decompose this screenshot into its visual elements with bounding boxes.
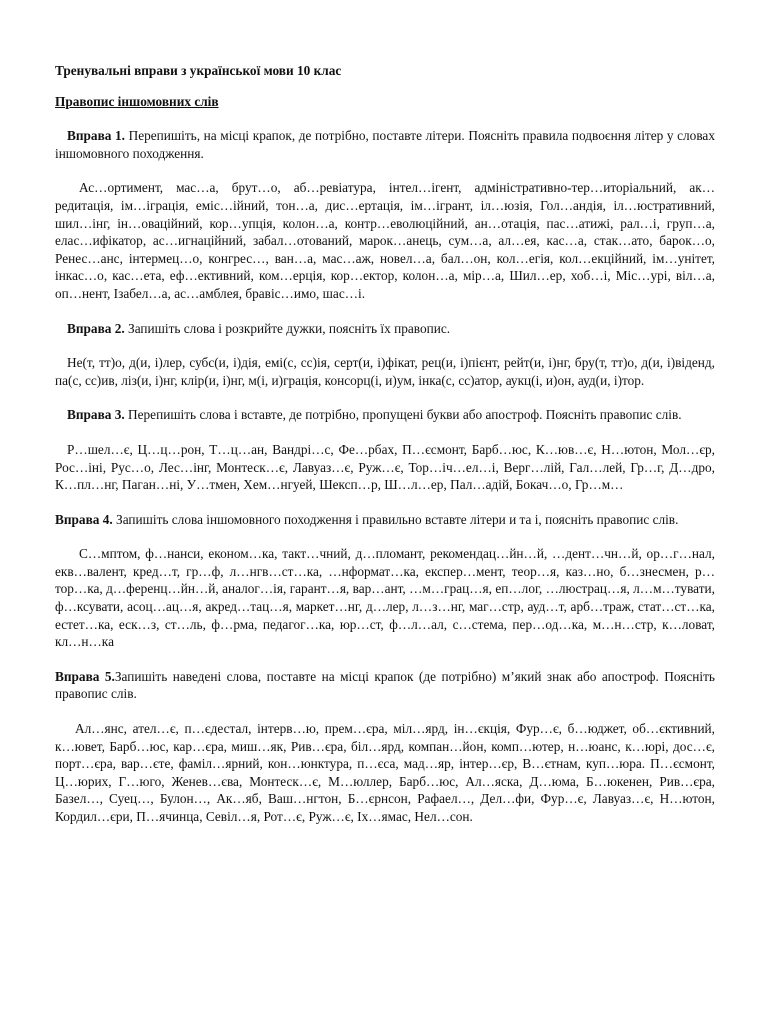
exercise-2-label: Вправа 2. xyxy=(67,320,125,336)
exercise-5-words: Ал…янс, ател…є, п…єдестал, інтерв…ю, прем…єра, міл…ярд, ін…єкція, Фур…є, б…юджет, об…єктивний, к…ювет, Барб…юс, кар…єра, миш…як, Рив…єра, біл…ярд, компан…йон, комп…ютер, н…юанс, к…юрі, дос…є, порт…єра, вар…єте, фаміл…ярний, кон…юнктура, п…єса, мад…яр, інтер…єр, В…єтнам, куп…юра. П…єсмонт, Ц…юрих, Г…юго, Женев…єва, Монтеск…є, М…юллер, Барб…юс, Ал…яска, Д…юма, Б…юкенен, Рив…єра, Базел…, Суец…, Булон…, Ак…яб, Ваш…нгтон, Б…єрнсон, Рафаел…, Дел…фи, Фур…є, Лавуаз…є, Н…ютон, Кордил…єри, П…ячинца, Севіл…я, Рот…є, Руж…є, Іх…ямас, Нел…сон. xyxy=(55,721,715,824)
document-page xyxy=(55,62,715,843)
exercise-2-words: Не(т, тт)о, д(и, і)лер, субс(и, і)дія, емі(с, сс)ія, серт(и, і)фікат, рец(и, і)пієнт, рейт(и, і)нг, бру(т, тт)о, д(и, і)віденд, па(с, сс)ив, ліз(и, і)нг, клір(и, і)нг, м(і, и)грація, консорц(і, и)ум, інка(с, сс)атор, аукц(і, и)он, ауд(и, і)тор. xyxy=(55,355,715,388)
exercise-2-task xyxy=(55,320,715,338)
exercise-4-task xyxy=(55,511,715,529)
exercise-1-words: Ас…ортимент, мас…а, брут…о, аб…ревіатура, інтел…ігент, адміністративно-тер…иторіальний, ак…редитація, ім…іграція, еміс…ійний, тон…а, дис…ертація, ім…ігрант, іл…юзія, Гол…андія, іл…юстративний, шил…інг, ін…оваційний, кор…упція, колон…а, контр…еволюційний, ан…отація, пас…атижі, рал…і, груп…а, елас…ифікатор, ас…игнаційний, забал…отований, марок…анець, сум…а, ал…ея, кас…а, стак…ато, барок…о, Ренес…анс, інтермец…о, конгрес…, ван…а, мас…аж, новел…а, бал…он, кол…егія, кол…екційний, ім…унітет, інкас…о, кас…ета, еф…ективний, ком…ерція, кор…ектор, колон…а, мір…а, Шил…ер, хоб…і, Міс…урі, віл…а, оп…нент, Ізабел…а, ас…амблея, бравіс…имо, шас…і. xyxy=(55,180,715,301)
exercise-3-label: Вправа 3. xyxy=(67,407,125,423)
exercise-4-instruction: Запишіть слова іншомовного походження і правильно вставте літери и та і, поясніть правопис слів. xyxy=(112,511,679,527)
exercise-1-task xyxy=(55,127,715,162)
exercise-1-label: Вправа 1. xyxy=(67,128,125,144)
exercise-5-task xyxy=(55,668,715,703)
section-title: Правопис іншомовних слів xyxy=(55,93,219,109)
exercise-4-words: С…мптом, ф…нанси, економ…ка, такт…чний, д…пломант, рекомендац…йн…й, …дент…чн…й, ор…г…нал, екв…валент, кред…т, гр…ф, л…нгв…ст…ка, …нформат…ка, експер…мент, теор…я, каз…но, б…знесмен, р…тор…ка, д…ференц…йн…й, аналог…ія, гарант…я, вар…ант, …м…грац…я, еп…лог, …люстрац…я, л…м…тувати, ф…ксувати, асоц…ац…я, акред…тац…я, маркет…нг, д…лер, л…з…нг, маг…стр, ауд…т, арб…траж, стат…ст…ка, естет…ка, еск…з, ст…ль, ф…рма, педагог…ка, юр…ст, ф…л…ал, с…стема, пер…од…ка, м…н…стр, к…ловат, кл…н…ка xyxy=(55,546,715,650)
exercise-2-instruction: Запишіть слова і розкрийте дужки, поясніть їх правопис. xyxy=(124,320,451,336)
exercise-5-instruction: Запишіть наведені слова, поставте на місці крапок (де потрібно) м’який знак або апостроф. Поясніть правопис слів. xyxy=(55,668,715,702)
exercise-1-instruction: Перепишіть, на місці крапок, де потрібно, поставте літери. Поясніть правила подвоєння літер у словах іншомовного походження. xyxy=(55,128,715,161)
exercise-5-label: Вправа 5. xyxy=(55,668,115,684)
exercise-3-instruction: Перепишіть слова і вставте, де потрібно, пропущені букви або апостроф. Поясніть правопис слів. xyxy=(124,407,682,423)
exercise-3-words: Р…шел…є, Ц…ц…рон, Т…ц…ан, Вандрі…с, Фе…рбах, П…єсмонт, Барб…юс, К…юв…є, Н…ютон, Мол…єр, Рос…іні, Рус…о, Лес…інг, Монтеск…є, Лавуаз…є, Руж…є, Тор…іч…ел…і, Верг…лій, Гал…лей, Гр…г, Д…дро, К…пл…нг, Паган…ні, У…тмен, Хем…нгуей, Шексп…р, Ш…л…ер, Пал…адій, Бокач…о, Гр…м… xyxy=(55,441,715,493)
exercise-3-task xyxy=(55,406,715,424)
document-title: Тренувальні вправи з української мови 10 клас xyxy=(55,63,342,78)
exercise-4-label: Вправа 4. xyxy=(55,511,113,527)
